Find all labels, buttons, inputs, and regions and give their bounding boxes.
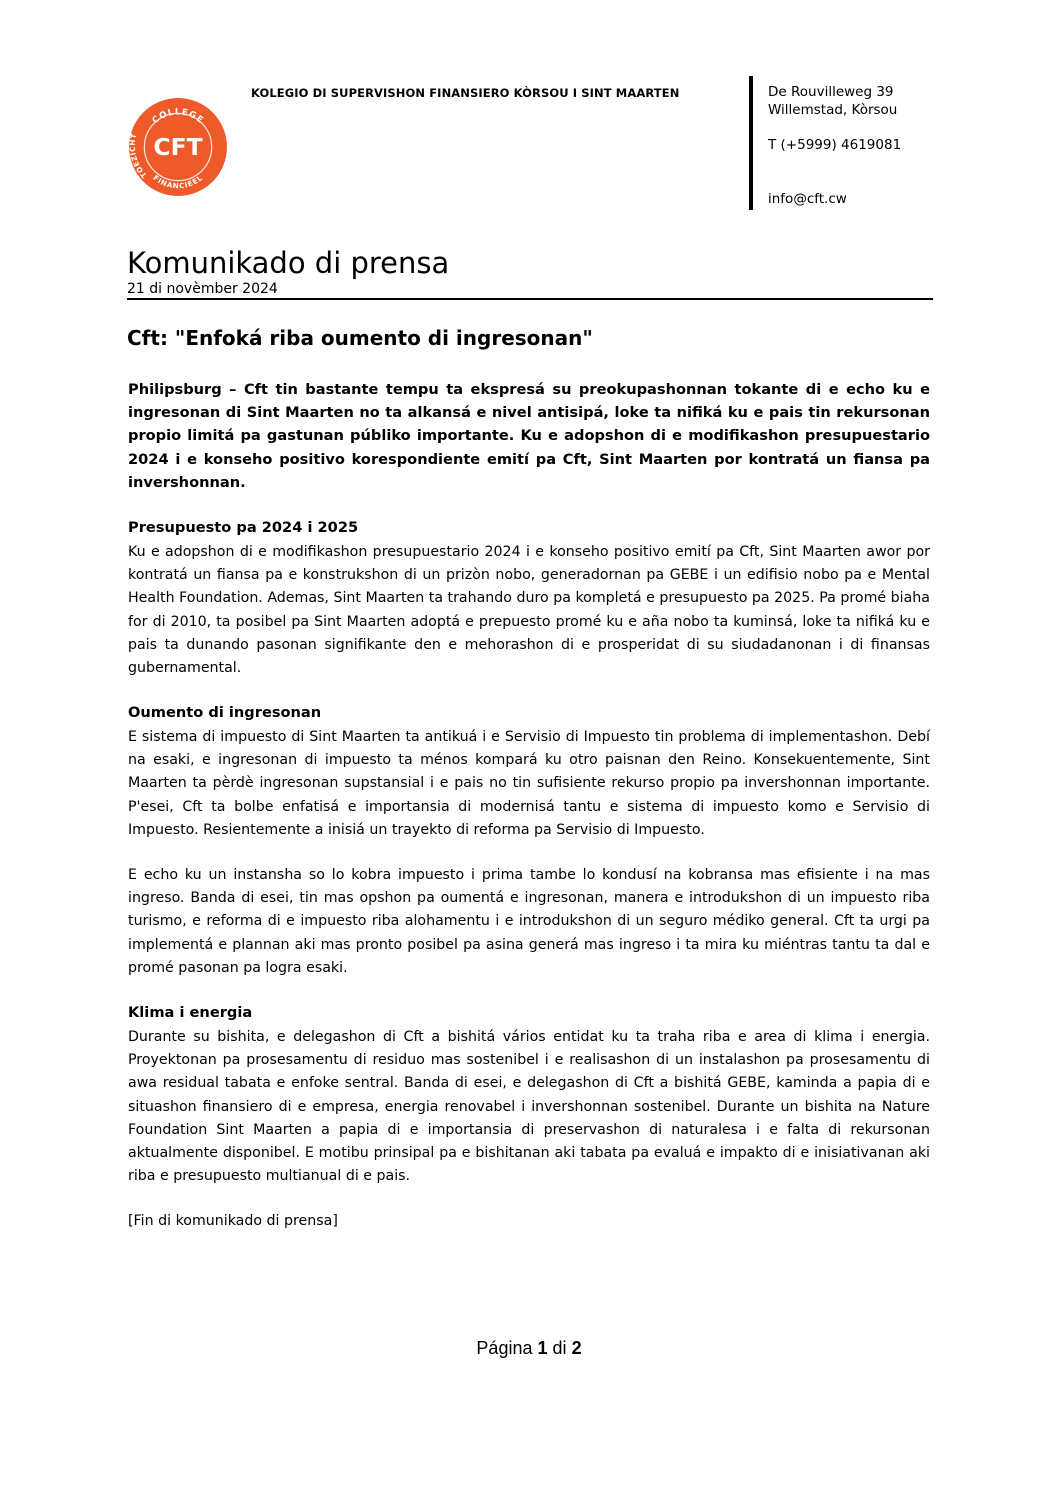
logo-ring-bottom-text: FINANCIEEL (151, 173, 205, 191)
page-middle: di (552, 1338, 567, 1358)
section-text-revenue-2: E echo ku un instansha so lo kobra impuesto i prima tambe lo kondusí na kobransa mas efisiente i na mas ingreso. Banda di esei, tin mas opshon pa oumentá e ingresonan, manera e introdukshon di un impuesto riba turismo, e reforma di e impuesto riba alohamentu i e introdukshon di un seguro médiko general. Cft ta urgi pa implementá e plannan aki mas pronto posibel pa asina generá mas ingreso i ta mira ku miéntras tantu ta dal e promé pasonan pa logra esaki. (128, 867, 930, 976)
lead-paragraph: Philipsburg – Cft tin bastante tempu ta ekspresá su preokupashonnan tokante di e echo ku e ingresonan di Sint Maarten no ta alkansá e nivel antisipá, loke ta nifiká ku e pais tin rekursonan propio limitá pa gastunan públiko importante. Ku e adopshon di e modifikashon presupuestario 2024 i e konseho positivo korespondiente emití pa Cft, Sint Maarten por kontratá un fiansa pa invershonnan. (128, 381, 930, 491)
organization-name: KOLEGIO DI SUPERVISHON FINANSIERO KÒRSOU I SINT MAARTEN (251, 86, 680, 100)
section-text-revenue-1: E sistema di impuesto di Sint Maarten ta antikuá i e Servisio di Impuesto tin problema di implementashon. Debí na esaki, e ingresonan di impuesto ta ménos kompará ku otro paisnan den Reino. Konsekuentemente, Sint Maarten ta pèrdè ingresonan supstansial i e pais no tin sufisiente rekurso propio pa invershonnan importante. P'esei, Cft ta bolbe enfatisá e importansia di modernisá tantu e sistema di impuesto komo e Servisio di Impuesto. Resientemente a inisiá un trayekto di reforma pa Servisio di Impuesto. (128, 729, 930, 838)
section-text-climate: Durante su bishita, e delegashon di Cft a bishitá vários entidat ku ta traha riba e area di klima i energia. Proyektonan pa prosesamentu di residuo mas sostenibel i e realisashon di un instalashon pa prosesamentu di awa residual tabata e enfoke sentral. Banda di esei, e delegashon di Cft a bishitá GEBE, kaminda a papia di e situashon finansiero di e empresa, energia renovabel i invershonnan sostenibel. Durante un bishita na Nature Foundation Sint Maarten a papia di e importansia di preservashon di naturalesa i e falta di rekursonan aktualmente disponibel. E motibu prinsipal pa e bishitanan aki tabata pa evaluá e impakto di e inisiativanan aki riba e presupuesto multianual di e pais. (128, 1029, 930, 1185)
page-current: 1 (537, 1338, 548, 1358)
phone-number: T (+5999) 4619081 (768, 137, 902, 153)
section-title-climate: Klima i energia (128, 1004, 253, 1021)
header-divider (749, 76, 753, 210)
document-type-title: Komunikado di prensa (127, 246, 450, 280)
page-total: 2 (571, 1338, 582, 1358)
end-note: [Fin di komunikado di prensa] (128, 1213, 338, 1229)
cft-logo (127, 96, 229, 198)
document-date: 21 di novèmber 2024 (127, 281, 278, 297)
logo-center-text: CFT (153, 133, 203, 162)
page-prefix: Página (476, 1338, 533, 1358)
address-line-1: De Rouvilleweg 39 (768, 84, 894, 100)
logo-ring-top-text: COLLEGE (150, 107, 206, 127)
logo-ring-left-text: TOEZICHT (127, 132, 149, 180)
address-line-2: Willemstad, Kòrsou (768, 102, 898, 118)
section-text-budget: Ku e adopshon di e modifikashon presupuestario 2024 i e konseho positivo emití pa Cft, Sint Maarten awor por kontratá un fiansa pa e konstrukshon di un prizòn nobo, generadornan pa GEBE i un edifisio nobo pa e Mental Health Foundation. Ademas, Sint Maarten ta trahando duro pa kompletá e presupuesto pa 2025. Pa promé biaha for di 2010, ta posibel pa Sint Maarten adoptá e prepuesto promé ku e aña nobo ta kuminsá, loke ta nifiká ku e pais ta dunando pasonan signifikante den e mehorashon di e prosperidat di su siudadanonan i di finansas gubernamental. (128, 544, 930, 677)
press-headline: Cft: "Enfoká riba oumento di ingresonan" (127, 326, 593, 350)
section-title-revenue: Oumento di ingresonan (128, 704, 322, 721)
section-title-budget: Presupuesto pa 2024 i 2025 (128, 519, 359, 536)
title-rule (127, 298, 933, 300)
page-number (0, 1338, 1058, 1359)
email-address: info@cft.cw (768, 191, 847, 207)
